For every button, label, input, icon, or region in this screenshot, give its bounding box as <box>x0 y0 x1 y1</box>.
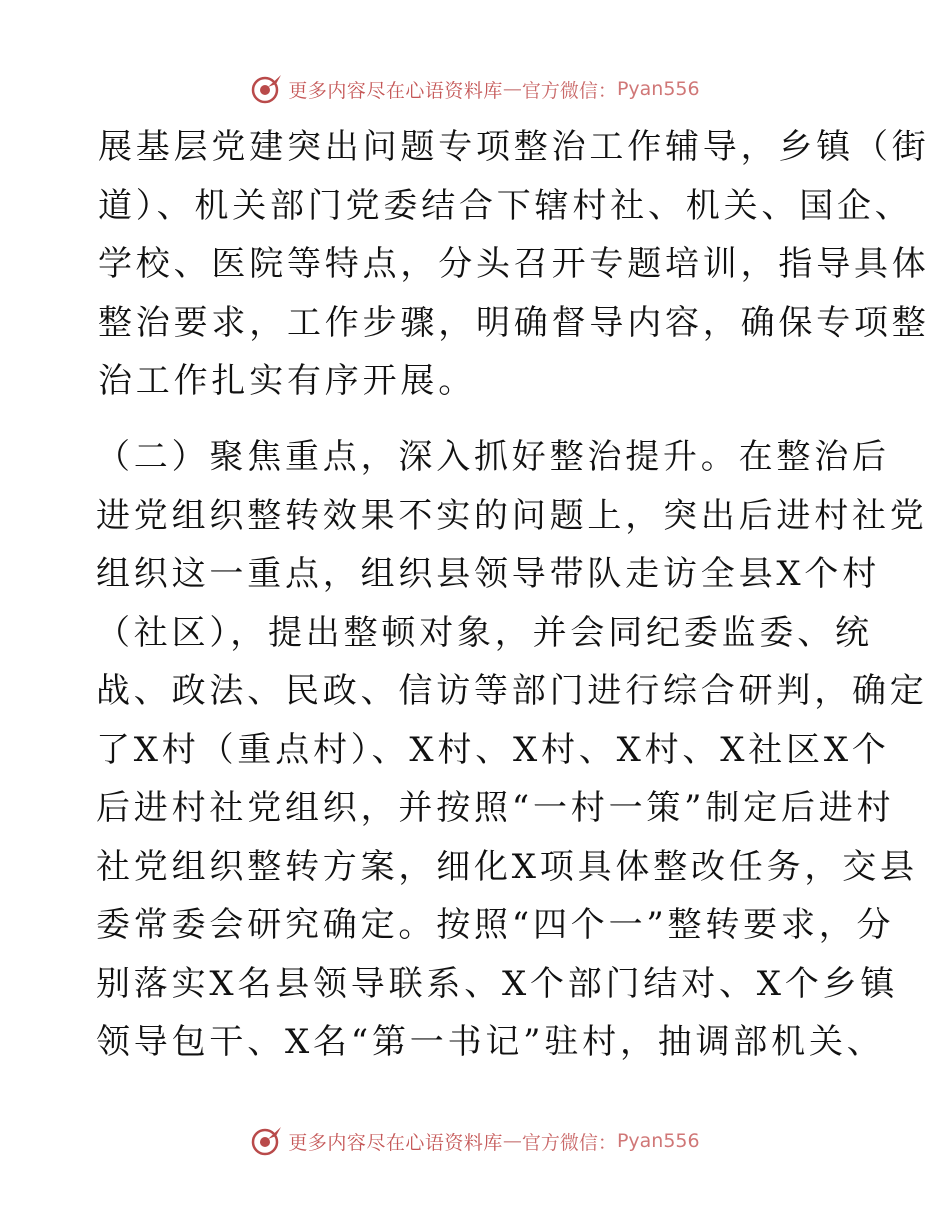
text-line: 委常委会研究确定。按照“四个一”整转要求，分 <box>96 905 895 945</box>
text-line: 治工作扎实有序开展。 <box>98 361 476 401</box>
text-line: 领导包干、X名“第一书记”驻村，抽调部机关、 <box>96 1022 885 1062</box>
text-line: 整治要求，工作步骤，明确督导内容，确保专项整 <box>98 302 930 343</box>
watermark-separator: — <box>502 1130 522 1152</box>
text-line: 组织这一重点，组织县领导带队走访全县X个村 <box>96 554 881 594</box>
watermark-separator: — <box>502 78 522 100</box>
watermark-brand: 更多内容尽在心语资料库 <box>288 1131 503 1154</box>
text-line: 后进村社党组织，并按照“一村一策”制定后进村 <box>96 788 895 828</box>
text-line: 战、政法、民政、信访等部门进行综合研判，确定 <box>96 671 928 711</box>
watermark-wechat-label: 官方微信： <box>521 79 617 102</box>
text-line: 学校、医院等特点，分头召开专题培训，指导具体 <box>98 244 930 284</box>
text-line: （二）聚焦重点，深入抓好整治提升。在整治后 <box>96 437 890 477</box>
watermark-wechat-id: Pyan556 <box>616 78 700 100</box>
quill-logo-icon <box>250 72 284 106</box>
paragraph-2 <box>96 428 928 1072</box>
watermark-brand: 更多内容尽在心语资料库 <box>288 79 503 102</box>
watermark-wechat-id: Pyan556 <box>616 1130 700 1152</box>
text-line: 道）、机关部门党委结合下辖村社、机关、国企、 <box>98 185 913 226</box>
text-line: 了X村（重点村）、X村、X村、X村、X社区X个 <box>96 729 890 770</box>
text-line: 别落实X名县领导联系、X个部门结对、X个乡镇 <box>96 963 899 1004</box>
header-watermark <box>0 72 950 106</box>
watermark-wechat-label: 官方微信： <box>521 1131 617 1154</box>
footer-watermark <box>0 1124 950 1158</box>
text-line: 进党组织整转效果不实的问题上，突出后进村社党 <box>96 495 928 536</box>
text-line: （社区），提出整顿对象，并会同纪委监委、统 <box>96 612 873 653</box>
paragraph-1 <box>98 118 930 411</box>
text-line: 社党组织整转方案，细化X项具体整改任务，交县 <box>96 846 918 887</box>
quill-logo-icon <box>250 1124 284 1158</box>
text-line: 展基层党建突出问题专项整治工作辅导，乡镇（街 <box>98 127 930 167</box>
